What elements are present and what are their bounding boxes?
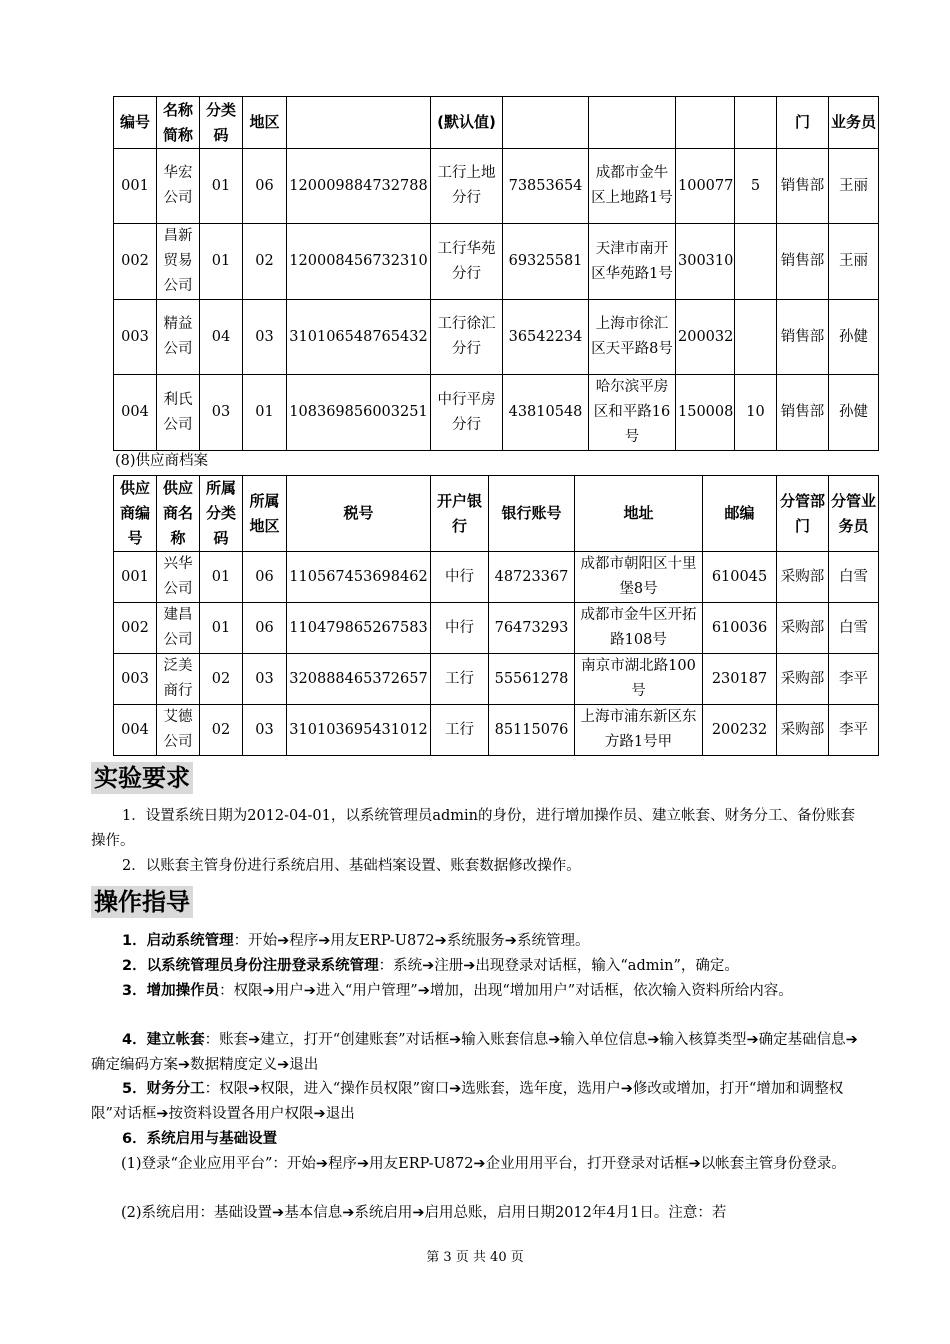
table-row — [114, 149, 879, 224]
table-cell: 120009884732788 — [287, 149, 431, 224]
table-cell: 上海市浦东新区东方路1号甲 — [575, 705, 703, 756]
guide-item-label: 2．以系统管理员身份注册登录系统管理 — [122, 958, 379, 974]
table-cell: 03 — [243, 654, 287, 705]
table-cell: 艾德公司 — [157, 705, 200, 756]
guide-item — [91, 1152, 863, 1177]
guide-item-label: 1．启动系统管理 — [122, 933, 234, 949]
table-cell: 成都市朝阳区十里堡8号 — [575, 552, 703, 603]
page-footer: 第 3 页 共 40 页 — [426, 1250, 524, 1265]
table-cell: 工行上地分行 — [431, 149, 503, 224]
table-cell: 工行华苑分行 — [431, 224, 503, 300]
table-cell: 02 — [200, 705, 243, 756]
header-cell: 供应商编号 — [114, 476, 157, 552]
guide-item-text: ：权限➔权限，进入“操作员权限”窗口➔选账套，选年度，选用户➔修改或增加，打开“增加和调整权限”对话框➔按资料设置各用户权限➔退出 — [91, 1081, 844, 1122]
table-cell: 建昌公司 — [157, 603, 200, 654]
header-cell: 业务员 — [829, 97, 879, 149]
table-cell: 01 — [200, 224, 243, 300]
table-cell: 85115076 — [489, 705, 575, 756]
table-cell: 利氏公司 — [157, 375, 200, 451]
header-cell: 分管业务员 — [829, 476, 879, 552]
table-cell: 01 — [243, 375, 287, 451]
table-cell: 工行徐汇分行 — [431, 300, 503, 375]
table-cell: 06 — [243, 603, 287, 654]
table-cell: 李平 — [829, 705, 879, 756]
table-cell: 002 — [114, 224, 157, 300]
table-cell: 150008 — [676, 375, 735, 451]
table-cell: 精益公司 — [157, 300, 200, 375]
guide-item — [91, 929, 863, 954]
guide-item-label: 6．系统启用与基础设置 — [122, 1131, 278, 1147]
table-cell: 120008456732310 — [287, 224, 431, 300]
table-cell: 03 — [243, 705, 287, 756]
table-cell: 69325581 — [503, 224, 589, 300]
table-row — [114, 603, 879, 654]
section-heading-requirements: 实验要求 — [91, 762, 193, 794]
header-cell: 所属分类码 — [200, 476, 243, 552]
table-cell: 108369856003251 — [287, 375, 431, 451]
customer-table — [113, 96, 879, 451]
table-cell: 哈尔滨平房区和平路16号 — [589, 375, 676, 451]
table-cell: 白雪 — [829, 603, 879, 654]
table-cell: 300310 — [676, 224, 735, 300]
table-cell: 5 — [735, 149, 777, 224]
header-cell: 所属地区 — [243, 476, 287, 552]
table-cell: 销售部 — [777, 224, 829, 300]
table-header-row — [114, 476, 879, 552]
guide-item-text: ：账套➔建立，打开“创建账套”对话框➔输入账套信息➔输入单位信息➔输入核算类型➔确定基础信息➔确定编码方案➔数据精度定义➔退出 — [91, 1032, 858, 1073]
table-cell: 王丽 — [829, 224, 879, 300]
table-cell: 销售部 — [777, 300, 829, 375]
table-cell — [735, 224, 777, 300]
header-cell: 邮编 — [703, 476, 777, 552]
header-cell: 分类码 — [200, 97, 243, 149]
table-cell: 200032 — [676, 300, 735, 375]
table-cell: 孙健 — [829, 375, 879, 451]
table-cell: 华宏公司 — [157, 149, 200, 224]
table-cell: 003 — [114, 654, 157, 705]
table-cell: 76473293 — [489, 603, 575, 654]
table-cell: 03 — [200, 375, 243, 451]
table-row — [114, 552, 879, 603]
guide-item-text: ：开始➔程序➔用友ERP-U872➔系统服务➔系统管理。 — [233, 933, 590, 949]
header-cell: 门 — [777, 97, 829, 149]
table-cell: 03 — [243, 300, 287, 375]
guide-item — [91, 1201, 863, 1226]
header-cell: (默认值) — [431, 97, 503, 149]
table-cell: 610036 — [703, 603, 777, 654]
table-cell: 04 — [200, 300, 243, 375]
table-cell: 100077 — [676, 149, 735, 224]
table-cell: 310103695431012 — [287, 705, 431, 756]
table-cell: 工行 — [431, 654, 489, 705]
table-cell: 200232 — [703, 705, 777, 756]
table-cell: 成都市金牛区上地路1号 — [589, 149, 676, 224]
guide-item-text: ：系统➔注册➔出现登录对话框，输入“admin”，确定。 — [378, 958, 739, 974]
table-header-row — [114, 97, 879, 149]
table-cell: 兴华公司 — [157, 552, 200, 603]
table-row — [114, 224, 879, 300]
header-cell: 地址 — [575, 476, 703, 552]
table-cell: 01 — [200, 552, 243, 603]
table-cell: 110479865267583 — [287, 603, 431, 654]
table-row — [114, 375, 879, 451]
table-cell: 004 — [114, 375, 157, 451]
table-cell: 采购部 — [777, 603, 829, 654]
table-cell: 02 — [200, 654, 243, 705]
header-cell — [676, 97, 735, 149]
table-cell — [735, 300, 777, 375]
table-cell: 10 — [735, 375, 777, 451]
table-cell: 采购部 — [777, 705, 829, 756]
table-cell: 中行平房分行 — [431, 375, 503, 451]
requirement-item: 1．设置系统日期为2012-04-01，以系统管理员admin的身份，进行增加操作员、建立帐套、财务分工、备份账套操作。 — [91, 808, 855, 849]
section-heading-guide: 操作指导 — [91, 886, 193, 918]
table-cell: 73853654 — [503, 149, 589, 224]
table-cell: 310106548765432 — [287, 300, 431, 375]
guide-item-label: 3．增加操作员 — [122, 983, 220, 999]
table-cell: 001 — [114, 149, 157, 224]
table-cell: 001 — [114, 552, 157, 603]
header-cell: 供应商名称 — [157, 476, 200, 552]
table-cell: 泛美商行 — [157, 654, 200, 705]
table-cell: 昌新贸易公司 — [157, 224, 200, 300]
table-cell: 003 — [114, 300, 157, 375]
table-cell: 孙健 — [829, 300, 879, 375]
table-cell: 采购部 — [777, 552, 829, 603]
table-cell: 工行 — [431, 705, 489, 756]
guide-item-text: ：权限➔用户➔进入“用户管理”➔增加，出现“增加用户”对话框，依次输入资料所给内容。 — [219, 983, 793, 999]
header-cell — [287, 97, 431, 149]
table-cell: 06 — [243, 149, 287, 224]
table-cell: 销售部 — [777, 375, 829, 451]
table-cell: 320888465372657 — [287, 654, 431, 705]
table-cell: 李平 — [829, 654, 879, 705]
table-cell: 110567453698462 — [287, 552, 431, 603]
header-cell: 税号 — [287, 476, 431, 552]
header-cell: 银行账号 — [489, 476, 575, 552]
table-cell: 白雪 — [829, 552, 879, 603]
header-cell: 地区 — [243, 97, 287, 149]
guide-item — [91, 979, 863, 1004]
table-cell: 销售部 — [777, 149, 829, 224]
supplier-table — [113, 475, 879, 756]
header-cell: 编号 — [114, 97, 157, 149]
table-cell: 上海市徐汇区天平路8号 — [589, 300, 676, 375]
table-cell: 004 — [114, 705, 157, 756]
header-cell — [735, 97, 777, 149]
table-cell: 采购部 — [777, 654, 829, 705]
table-row — [114, 300, 879, 375]
table-row — [114, 654, 879, 705]
guide-item — [91, 1127, 863, 1152]
guide-item-label: 5．财务分工 — [122, 1081, 205, 1097]
table-cell: 06 — [243, 552, 287, 603]
table-cell: 36542234 — [503, 300, 589, 375]
guide-item — [91, 1077, 863, 1127]
table-cell: 002 — [114, 603, 157, 654]
guide-item — [91, 954, 863, 979]
table-cell: 王丽 — [829, 149, 879, 224]
table-cell: 55561278 — [489, 654, 575, 705]
header-cell — [589, 97, 676, 149]
supplier-caption: (8)供应商档案 — [115, 453, 209, 469]
header-cell: 名称简称 — [157, 97, 200, 149]
table-cell: 中行 — [431, 552, 489, 603]
table-cell: 成都市金牛区开拓路108号 — [575, 603, 703, 654]
table-cell: 610045 — [703, 552, 777, 603]
table-cell: 230187 — [703, 654, 777, 705]
guide-item-label: 4．建立帐套 — [122, 1032, 205, 1048]
header-cell — [503, 97, 589, 149]
header-cell: 分管部门 — [777, 476, 829, 552]
table-cell: 南京市湖北路100号 — [575, 654, 703, 705]
guide-item — [91, 1028, 863, 1078]
table-cell: 01 — [200, 603, 243, 654]
table-cell: 01 — [200, 149, 243, 224]
requirement-item: 2．以账套主管身份进行系统启用、基础档案设置、账套数据修改操作。 — [122, 858, 581, 874]
table-cell: 02 — [243, 224, 287, 300]
table-cell: 天津市南开区华苑路1号 — [589, 224, 676, 300]
table-cell: 43810548 — [503, 375, 589, 451]
header-cell: 开户银行 — [431, 476, 489, 552]
table-cell: 48723367 — [489, 552, 575, 603]
guide-item-text: (1)登录“企业应用平台”：开始➔程序➔用友ERP-U872➔企业用用平台，打开登录对话框➔以帐套主管身份登录。 — [121, 1156, 846, 1172]
table-cell: 中行 — [431, 603, 489, 654]
guide-item-text: (2)系统启用：基础设置➔基本信息➔系统启用➔启用总账，启用日期2012年4月1日。注意：若 — [121, 1205, 727, 1221]
table-row — [114, 705, 879, 756]
